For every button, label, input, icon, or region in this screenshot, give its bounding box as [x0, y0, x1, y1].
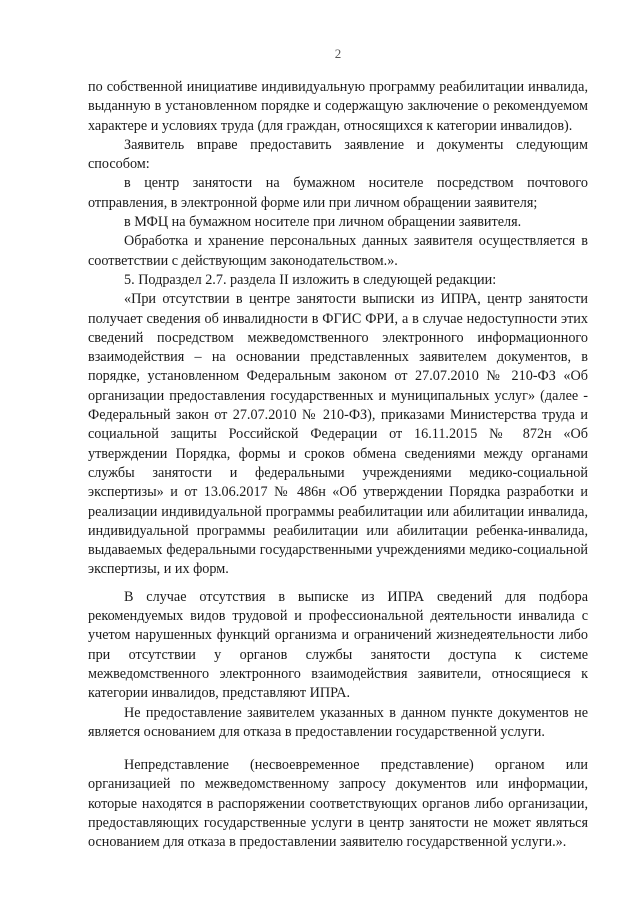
paragraph-9: Не предоставление заявителем указанных в данном пункте документов не является основанием для отказа в предоставлении государственной услуги. [88, 704, 588, 740]
paragraph-4: в МФЦ на бумажном носителе при личном обращении заявителя. [124, 214, 522, 231]
paragraph-10: Непредставление (несвоевременное представление) органом или организацией по межведомственному запросу документов или информации, которые находятся в распоряжении соответствующих органов либо организации, предоставляющих государственные услуги в центр занятости не может являться основанием для отказа в предоставлении заявителю государственной услуги.». [88, 757, 588, 851]
paragraph-5: Обработка и хранение персональных данных заявителя осуществляется в соответствии с действующим законодательством.». [88, 233, 588, 269]
paragraph-8: В случае отсутствия в выписке из ИПРА сведений для подбора рекомендуемых видов трудовой и профессиональной деятельности инвалида с учетом нарушенных функций организма и ограничений жизнедеятельности либо при отсутствии у органов службы занятости доступа к системе межведомственного электронного взаимодействия заявители, относящиеся к категории инвалидов, представляют ИПРА. [88, 588, 588, 702]
paragraph-1: по собственной инициативе индивидуальную программу реабилитации инвалида, выданную в установленном порядке и содержащую заключение о рекомендуемом характере и условиях труда (для граждан, относящихся к категории инвалидов). [88, 79, 588, 134]
paragraph-2: Заявитель вправе предоставить заявление и документы следующим способом: [88, 136, 588, 173]
paragraph-7: «При отсутствии в центре занятости выписки из ИПРА, центр занятости получает сведения об инвалидности в ФГИС ФРИ, а в случае недоступности этих сведений посредством межведомственного электронного информационного взаимодействия – на основании представленных заявителем документов, в порядке, установленном Федеральным законом от 27.07.2010 № 210-ФЗ «Об организации предоставления государственных и муниципальных услуг» (далее - Федеральный закон от 27.07.2010 № 210-ФЗ), приказами Министерства труда и социальной защиты Российской Федерации от 16.11.2015 № 872н «Об утверждении Порядка, формы и сроков обмена сведениями между органами службы занятости и федеральными учреждениями медико-социальной экспертизы» и от 13.06.2017 № 486н «Об утверждении Порядка разработки и реализации индивидуальной программы реабилитации или абилитации инвалида, индивидуальной программы реабилитации или абилитации ребенка-инвалида, выдаваемых федеральными государственными учреждениями медико-социальной экспертизы, и их форм. [88, 291, 588, 578]
page-number: 2 [334, 46, 342, 61]
paragraph-3: в центр занятости на бумажном носителе посредством почтового отправления, в электронной форме или при личном обращении заявителя; [88, 175, 588, 211]
paragraph-6: 5. Подраздел 2.7. раздела II изложить в следующей редакции: [124, 271, 497, 288]
